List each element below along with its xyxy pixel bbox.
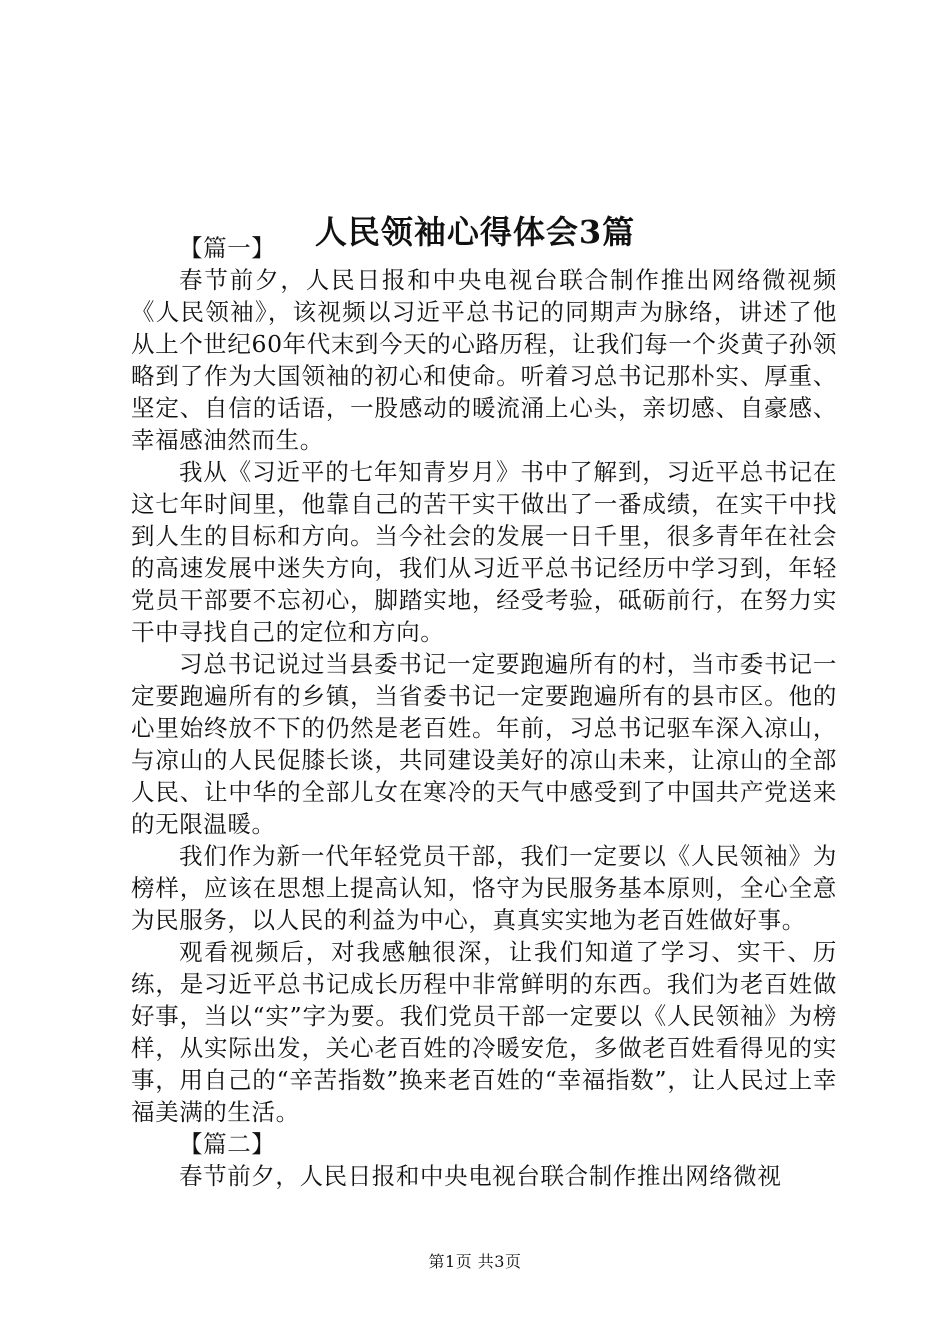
section-heading: 【篇一】 — [179, 234, 276, 262]
paragraph: 我从《习近平的七年知青岁月》书中了解到，习近平总书记在这七年时间里，他靠自己的苦干实干做出了一番成绩，在实干中找到人生的目标和方向。当今社会的发展一日千里，很多青年在社会的高速发展中迷失方向，我们从习近平总书记经历中学习到，年轻党员干部要不忘初心，脚踏实地，经受考验，砥砺前行，在努力实干中寻找自己的定位和方向。 — [131, 458, 837, 646]
paragraph: 春节前夕，人民日报和中央电视台联合制作推出网络微视频《人民领袖》，该视频以习近平总书记的同期声为脉络，讲述了他从上个世纪60年代末到今天的心路历程，让我们每一个炎黄子孙领略到了作为大国领袖的初心和使命。听着习总书记那朴实、厚重、坚定、自信的话语，一股感动的暖流涌上心头，亲切感、自豪感、幸福感油然而生。 — [131, 266, 837, 454]
page-footer: 第1页 共3页 — [428, 1252, 522, 1271]
section-heading: 【篇二】 — [179, 1130, 276, 1158]
paragraph: 习总书记说过当县委书记一定要跑遍所有的村，当市委书记一定要跑遍所有的乡镇，当省委书记一定要跑遍所有的县市区。他的心里始终放不下的仍然是老百姓。年前，习总书记驱车深入凉山，与凉山的人民促膝长谈，共同建设美好的凉山未来，让凉山的全部人民、让中华的全部儿女在寒冷的天气中感受到了中国共产党送来的无限温暖。 — [131, 650, 837, 838]
document-body — [131, 232, 837, 1192]
paragraph: 我们作为新一代年轻党员干部，我们一定要以《人民领袖》为榜样，应该在思想上提高认知，恪守为民服务基本原则，全心全意为民服务，以人民的利益为中心，真真实实地为老百姓做好事。 — [131, 842, 837, 934]
paragraph: 春节前夕，人民日报和中央电视台联合制作推出网络微视 — [179, 1162, 782, 1190]
paragraph: 观看视频后，对我感触很深，让我们知道了学习、实干、历练，是习近平总书记成长历程中非常鲜明的东西。我们为老百姓做好事，当以“实”字为要。我们党员干部一定要以《人民领袖》为榜样，从实际出发，关心老百姓的冷暖安危，多做老百姓看得见的实事，用自己的“辛苦指数”换来老百姓的“幸福指数”，让人民过上幸福美满的生活。 — [131, 938, 837, 1126]
document-title: 人民领袖心得体会3篇 — [314, 213, 636, 252]
